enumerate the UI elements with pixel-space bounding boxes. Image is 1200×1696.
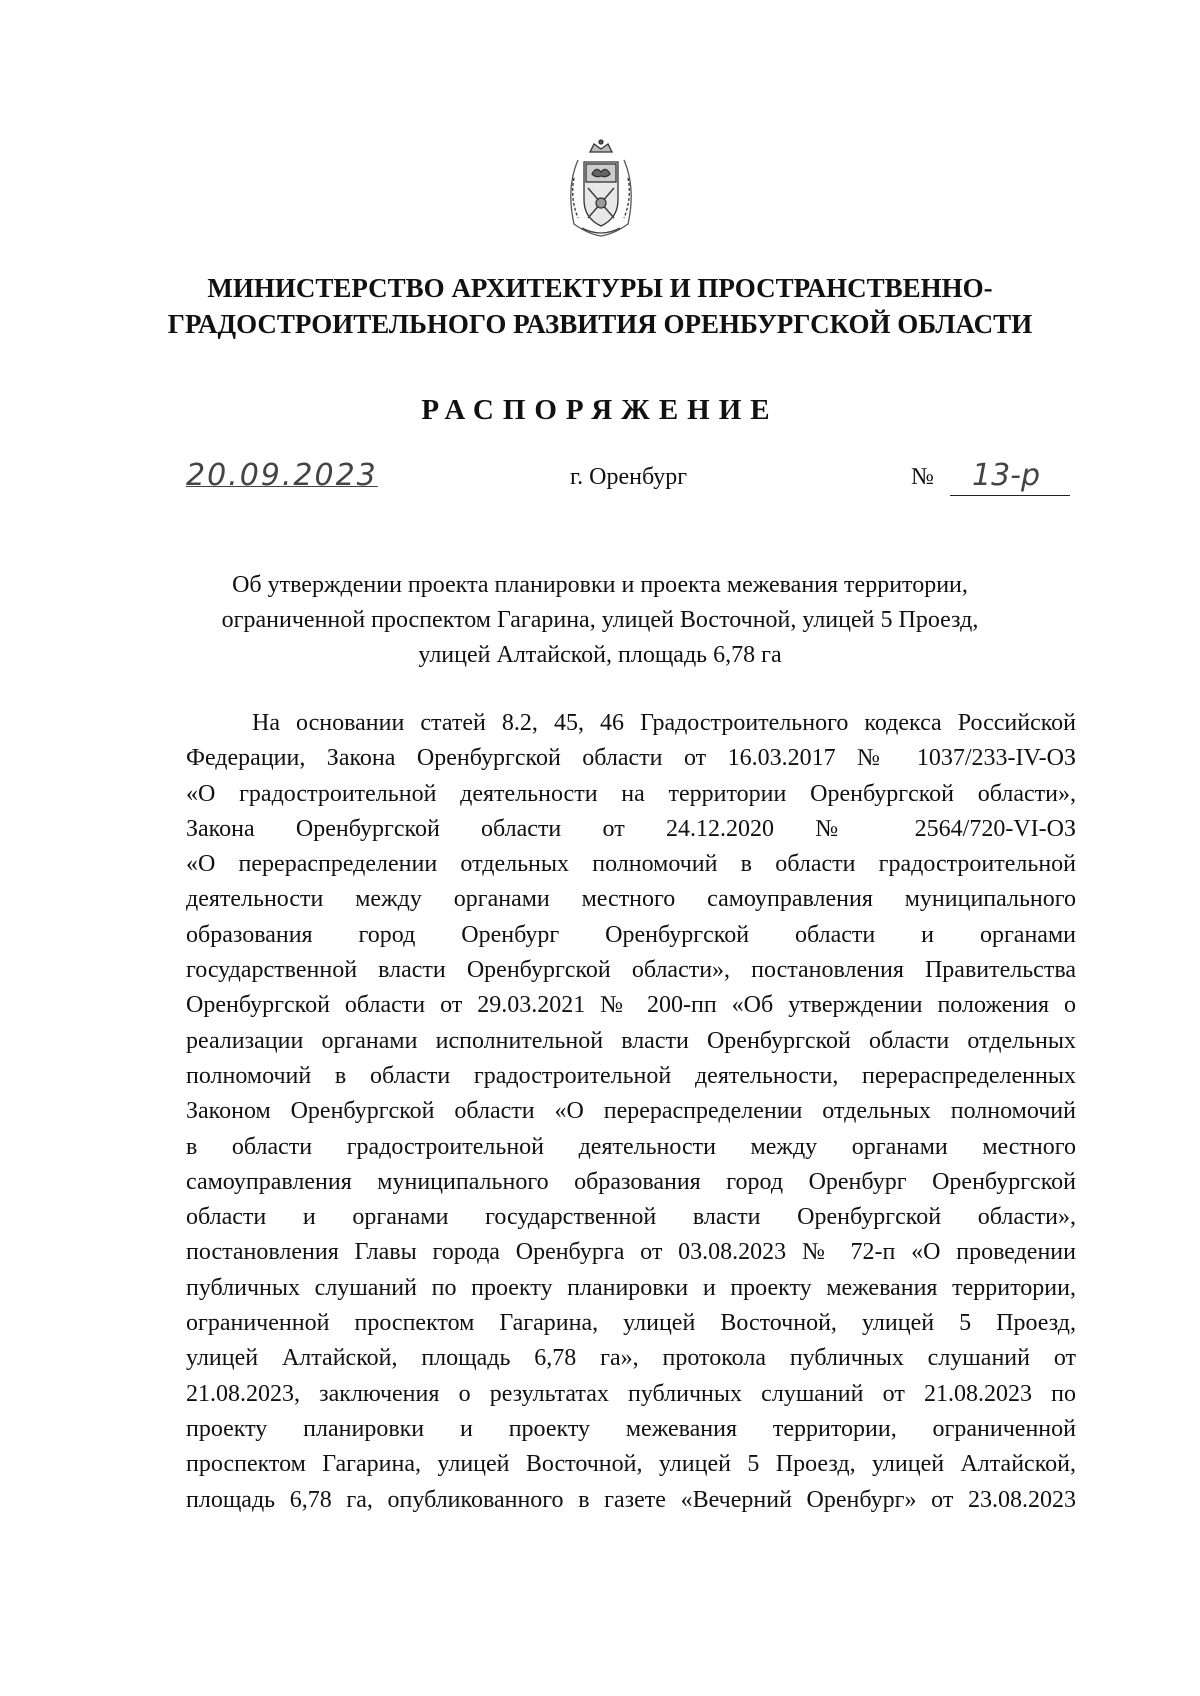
body-line: 21.08.2023, заключения о результатах публичных слушаний от 21.08.2023 по <box>186 1380 1076 1407</box>
body-line: реализации органами исполнительной власти Оренбургской области отдельных <box>186 1027 1076 1054</box>
body-line: самоуправления муниципального образования город Оренбург Оренбургской <box>186 1168 1076 1195</box>
body-line: «О перераспределении отдельных полномочий в области градостроительной <box>186 851 1076 878</box>
body-line: Закона Оренбургской области от 24.12.2020 № 2564/720-VI-ОЗ <box>186 815 1076 842</box>
subject-line: улицей Алтайской, площадь 6,78 га <box>418 642 782 668</box>
body-line: Федерации, Закона Оренбургской области от 16.03.2017 № 1037/233-IV-ОЗ <box>186 745 1076 772</box>
document-number-label: № <box>911 464 934 490</box>
document-body <box>186 706 1076 1518</box>
body-line: образования город Оренбург Оренбургской области и органами <box>186 921 1076 948</box>
document-city: г. Оренбург <box>570 464 688 490</box>
document-subject <box>150 568 1050 673</box>
document-date: 20.09.2023 <box>186 458 378 493</box>
body-line: публичных слушаний по проекту планировки и проекту межевания территории, <box>186 1274 1076 1301</box>
document-number: 13-р <box>950 458 1070 496</box>
body-line: постановления Главы города Оренбурга от 03.08.2023 № 72-п «О проведении <box>186 1239 1076 1266</box>
ministry-name-line-2: ГРАДОСТРОИТЕЛЬНОГО РАЗВИТИЯ ОРЕНБУРГСКОЙ ОБЛАСТИ <box>167 309 1033 339</box>
ministry-name-line-1: МИНИСТЕРСТВО АРХИТЕКТУРЫ И ПРОСТРАНСТВЕННО- <box>207 273 993 303</box>
body-line: в области градостроительной деятельности между органами местного <box>186 1133 1076 1160</box>
body-line: На основании статей 8.2, 45, 46 Градостроительного кодекса Российской <box>252 710 1076 736</box>
body-line: «О градостроительной деятельности на территории Оренбургской области», <box>186 780 1076 807</box>
body-line: Законом Оренбургской области «О перераспределении отдельных полномочий <box>186 1098 1076 1125</box>
body-line: Оренбургской области от 29.03.2021 № 200-пп «Об утверждении положения о <box>186 992 1076 1019</box>
body-line: проспектом Гагарина, улицей Восточной, улицей 5 Проезд, улицей Алтайской, <box>186 1451 1076 1478</box>
subject-line: Об утверждении проекта планировки и проекта межевания территории, <box>232 572 968 598</box>
coat-of-arms-icon <box>560 138 642 238</box>
body-line: деятельности между органами местного самоуправления муниципального <box>186 886 1076 913</box>
body-line: государственной власти Оренбургской области», постановления Правительства <box>186 957 1076 984</box>
body-line: ограниченной проспектом Гагарина, улицей Восточной, улицей 5 Проезд, <box>186 1310 1076 1337</box>
body-line: улицей Алтайской, площадь 6,78 га», протокола публичных слушаний от <box>186 1345 1076 1372</box>
ministry-name <box>150 270 1050 342</box>
body-line: проекту планировки и проекту межевания территории, ограниченной <box>186 1415 1076 1442</box>
body-line: области и органами государственной власти Оренбургской области», <box>186 1204 1076 1231</box>
subject-line: ограниченной проспектом Гагарина, улицей Восточной, улицей 5 Проезд, <box>221 607 979 633</box>
document-type-title: РАСПОРЯЖЕНИЕ <box>421 394 779 426</box>
body-line: площадь 6,78 га, опубликованного в газете «Вечерний Оренбург» от 23.08.2023 <box>186 1486 1076 1513</box>
body-line: полномочий в области градостроительной деятельности, перераспределенных <box>186 1062 1076 1089</box>
document-meta-row <box>0 458 1200 502</box>
